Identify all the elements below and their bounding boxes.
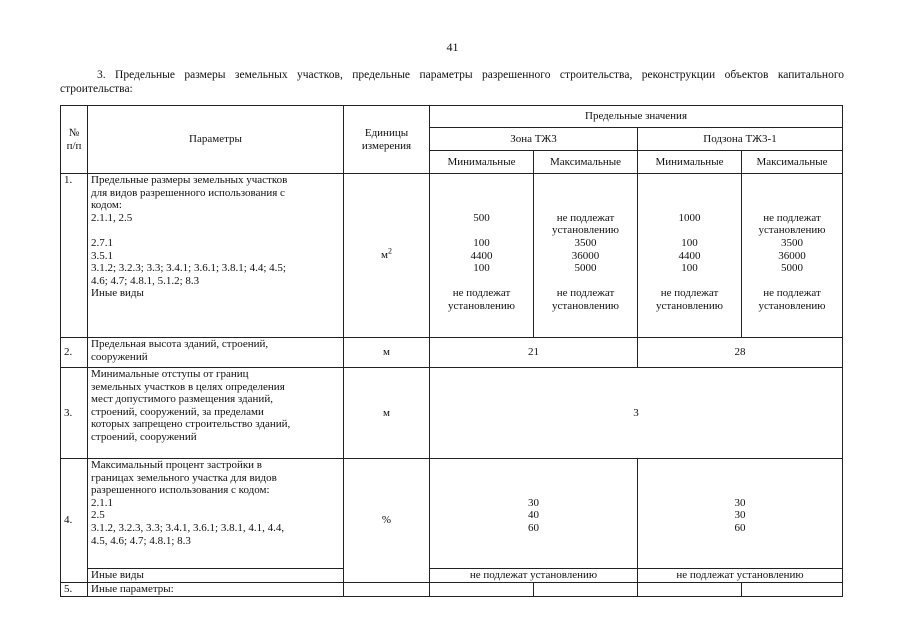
row-unit: м xyxy=(344,368,430,459)
zone1-other-value: не подлежат установлению xyxy=(430,569,638,583)
table-row xyxy=(61,583,843,597)
header-zone2-max: Максимальные xyxy=(742,151,843,174)
header-zone2: Подзона ТЖ3-1 xyxy=(638,128,843,151)
row-number: 3. xyxy=(61,368,88,459)
row-parameter: Иные параметры: xyxy=(88,583,344,597)
zone2-other-value: не подлежат установлению xyxy=(638,569,843,583)
header-zone1: Зона ТЖ3 xyxy=(430,128,638,151)
limits-table xyxy=(60,105,843,597)
row-unit: м xyxy=(344,338,430,368)
row-parameter: Предельная высота зданий, строений, сооружений xyxy=(88,338,344,368)
zone1-value: 21 xyxy=(430,338,638,368)
zone2-max-values: не подлежат установлению 3500 36000 5000 не подлежат установлению xyxy=(742,174,843,338)
row-parameter: Предельные размеры земельных участков для видов разрешенного использования с кодом: 2.1.1, 2.5 2.7.1 3.5.1 3.1.2; 3.2.3; 3.3; 3.4.1; 3.6.1; 3.8.1; 4.4; 4.5; 4.6; 4.7; 4.8.1, 5.1.2; 8.3 Иные виды xyxy=(88,174,344,338)
header-zone1-max: Максимальные xyxy=(534,151,638,174)
row-parameter: Максимальный процент застройки в границах земельного участка для видов разрешенного использования с кодом: 2.1.1 2.5 3.1.2, 3.2.3, 3.3; 3.4.1, 3.6.1; 3.8.1, 4.1, 4.4, 4.5, 4.6; 4.7; 4.8.1; 8.3 xyxy=(88,459,344,569)
header-units: Единицы измерения xyxy=(344,106,430,174)
row-unit xyxy=(344,583,430,597)
table-row xyxy=(61,338,843,368)
row-unit: $м^2$ xyxy=(344,174,430,338)
empty-cell xyxy=(638,583,742,597)
zone2-value: 28 xyxy=(638,338,843,368)
row-number: 2. xyxy=(61,338,88,368)
row-parameter: Минимальные отступы от границ земельных участков в целях определения мест допустимого размещения зданий, строений, сооружений, за пределами которых запрещено строительство зданий, строений, сооружений xyxy=(88,368,344,459)
row-unit: % xyxy=(344,459,430,583)
intro-paragraph: 3. Предельные размеры земельных участков, предельные параметры разрешенного строительства, реконструкции объектов капитального строительства: xyxy=(60,69,844,95)
zone1-values: 30 40 60 xyxy=(430,459,638,569)
row-number: 4. xyxy=(61,459,88,583)
header-zone1-min: Минимальные xyxy=(430,151,534,174)
empty-cell xyxy=(742,583,843,597)
page-number: 41 xyxy=(446,40,459,54)
header-limits: Предельные значения xyxy=(430,106,843,128)
header-zone2-min: Минимальные xyxy=(638,151,742,174)
all-zones-value: 3 xyxy=(430,368,843,459)
table-row xyxy=(61,368,843,459)
zone2-values: 30 30 60 xyxy=(638,459,843,569)
empty-cell xyxy=(534,583,638,597)
row-parameter-other: Иные виды xyxy=(88,569,344,583)
table-row xyxy=(61,459,843,569)
header-params: Параметры xyxy=(88,106,344,174)
header-num: № п/п xyxy=(61,106,88,174)
table-row xyxy=(61,174,843,338)
zone1-max-values: не подлежат установлению 3500 36000 5000 не подлежат установлению xyxy=(534,174,638,338)
empty-cell xyxy=(430,583,534,597)
zone2-min-values: 1000 100 4400 100 не подлежат установлению xyxy=(638,174,742,338)
row-number: 1. xyxy=(61,174,88,338)
table-row xyxy=(61,569,843,583)
row-number: 5. xyxy=(61,583,88,597)
zone1-min-values: 500 100 4400 100 не подлежат установлению xyxy=(430,174,534,338)
